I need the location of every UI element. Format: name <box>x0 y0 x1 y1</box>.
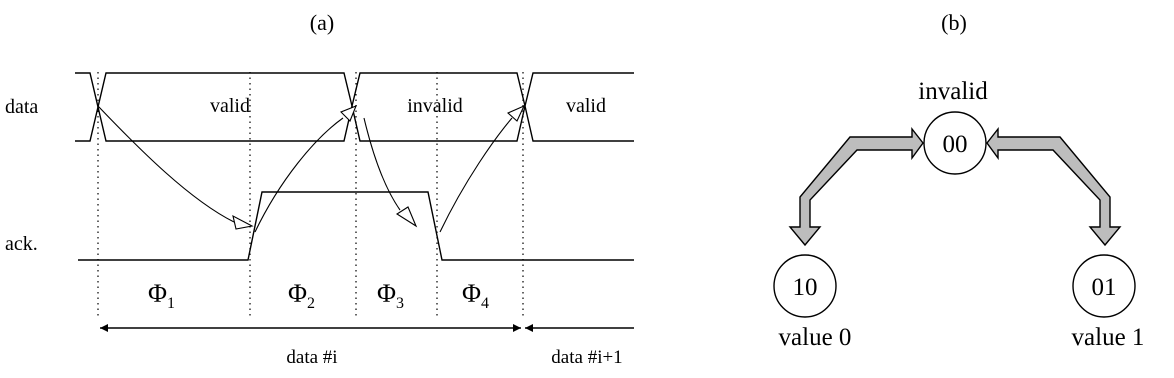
state-caption-value1: value 1 <box>1071 324 1145 351</box>
state-caption-value0: value 0 <box>778 324 852 351</box>
panel-b-label: (b) <box>941 10 967 35</box>
transition-arrow-left <box>790 129 923 245</box>
data-state-valid-1: valid <box>210 95 250 117</box>
phase-label-1: $\Phi_1$ <box>148 279 176 312</box>
ack-signal-label: ack. <box>5 233 38 255</box>
span-label-data-i: data #i <box>286 347 338 368</box>
causality-arrows <box>98 106 524 232</box>
phase-label-2: $\Phi_2$ <box>288 279 316 312</box>
transition-arrow-right <box>987 129 1120 245</box>
span-label-data-i1: data #i+1 <box>551 347 623 368</box>
state-code-01: 01 <box>1091 274 1117 301</box>
state-code-00: 00 <box>942 131 968 158</box>
data-state-valid-2: valid <box>566 95 606 117</box>
panel-a-label: (a) <box>309 10 335 35</box>
state-code-10: 10 <box>792 274 818 301</box>
causal-arrow <box>255 118 343 232</box>
data-signal-label: data <box>5 96 39 118</box>
causal-arrow <box>440 118 512 232</box>
phase-label-3: $\Phi_3$ <box>377 279 405 312</box>
phase-label-4: $\Phi_4$ <box>462 279 490 312</box>
panel-b <box>774 10 1144 351</box>
causal-arrow <box>98 106 234 222</box>
state-caption-invalid: invalid <box>918 78 988 105</box>
panel-a <box>5 10 634 368</box>
causal-arrow <box>364 118 400 210</box>
data-state-invalid: invalid <box>407 95 463 117</box>
arrowhead <box>233 216 252 229</box>
